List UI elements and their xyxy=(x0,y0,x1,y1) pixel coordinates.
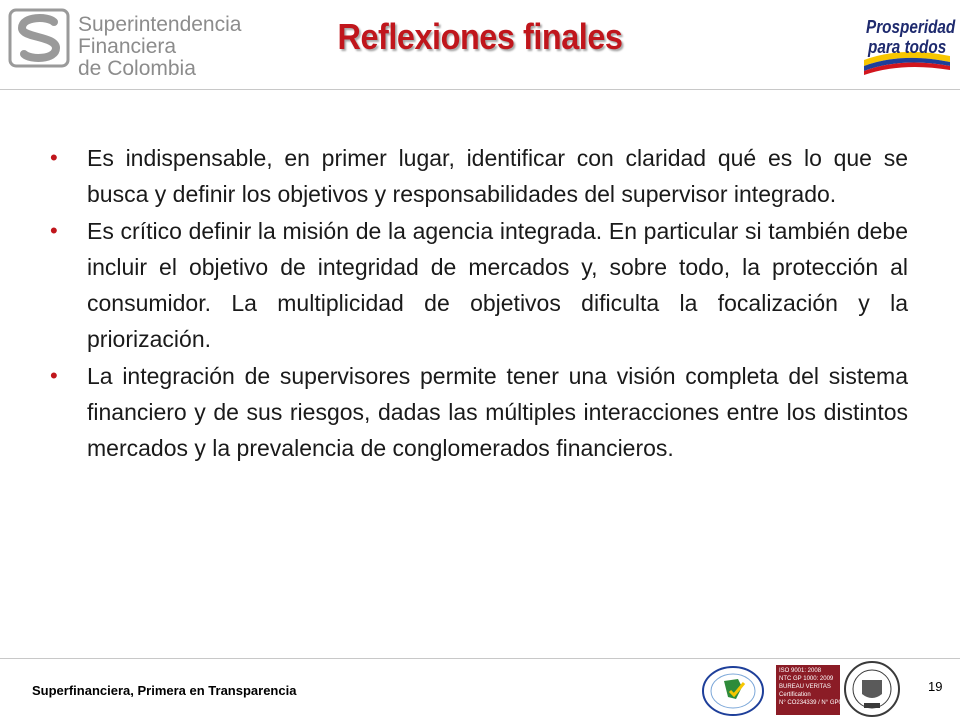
cert-line-1: ISO 9001: 2008 xyxy=(779,668,822,674)
cert-line-3: BUREAU VERITAS xyxy=(779,684,831,690)
prosperidad-line-1: Prosperidad xyxy=(866,17,956,37)
prosperidad-logo xyxy=(862,16,956,76)
bureau-veritas-seal-icon xyxy=(842,660,902,718)
cert-line-2: NTC GP 1000: 2009 xyxy=(779,676,834,682)
bullet-text: Es indispensable, en primer lugar, identificar con claridad qué es lo que se busca y definir los objetivos y responsabilidades del supervisor integrado. xyxy=(87,145,908,207)
bullet-item xyxy=(50,213,908,357)
bullet-text: La integración de supervisores permite tener una visión completa del sistema financiero y de sus riesgos, dadas las múltiples interacciones entre los distintos mercados y la prevalencia de conglomerados financieros. xyxy=(87,363,908,461)
logo-line-2: Financiera xyxy=(78,35,177,58)
certification-badge xyxy=(776,665,849,715)
footer-text: Superfinanciera, Primera en Transparencia xyxy=(32,683,297,698)
logo-line-1: Superintendencia xyxy=(78,13,242,36)
bullet-dot-icon: • xyxy=(50,363,58,388)
page-number: 19 xyxy=(928,679,943,694)
bullet-text: Es crítico definir la misión de la agencia integrada. En particular si también debe incluir el objetivo de integridad de mercados y, sobre todo, la protección al consumidor. La multiplicidad de objetivos dificulta la focalización y la priorización. xyxy=(87,218,908,352)
bullet-item xyxy=(50,358,908,466)
bullet-dot-icon: • xyxy=(50,218,58,243)
bullet-item xyxy=(50,140,908,212)
logo-line-3: de Colombia xyxy=(78,57,196,80)
cert-line-5: N° CO234339 / N° GP053 xyxy=(779,700,849,706)
header-divider xyxy=(0,89,960,90)
bullet-list xyxy=(50,140,908,467)
quality-seal-icon xyxy=(700,665,766,717)
footer-divider xyxy=(0,658,960,659)
slide-title: Reflexiones finales xyxy=(337,16,623,57)
cert-line-4: Certification xyxy=(779,692,811,698)
bullet-dot-icon: • xyxy=(50,145,58,170)
prosperidad-line-2: para todos xyxy=(868,37,947,57)
